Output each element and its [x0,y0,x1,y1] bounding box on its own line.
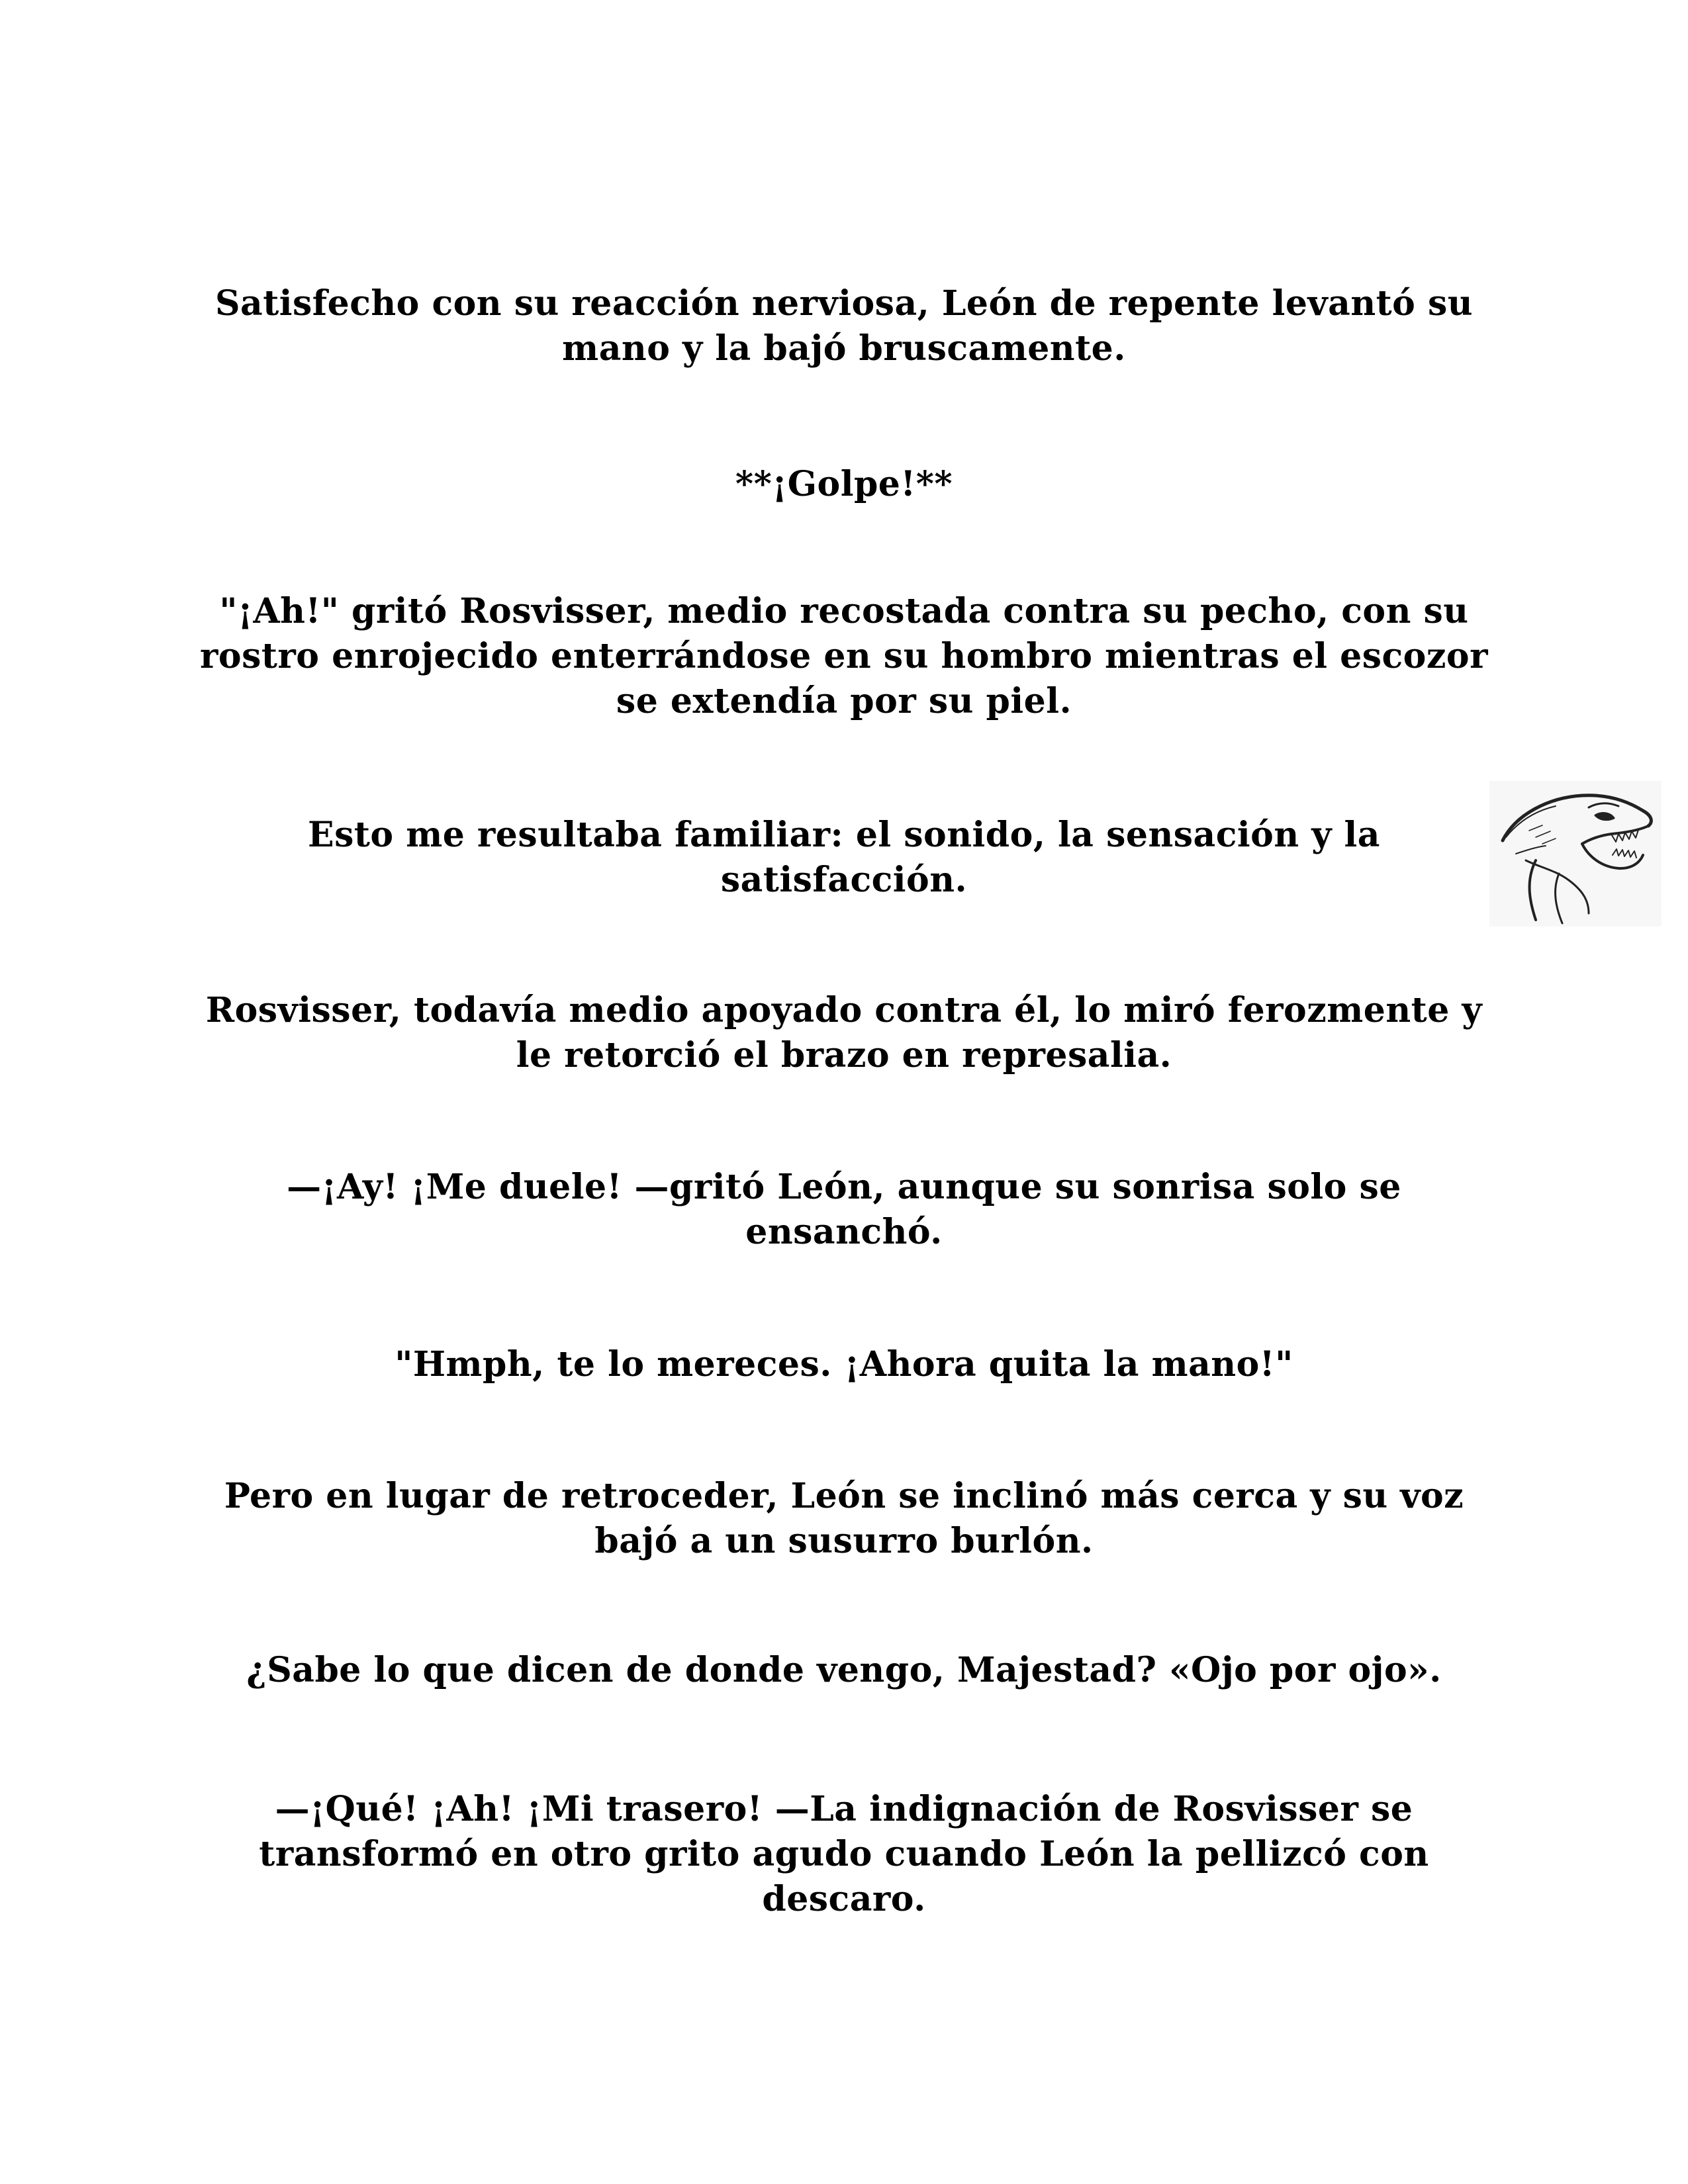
paragraph-10: —¡Qué! ¡Ah! ¡Mi trasero! —La indignación de Rosvisser se transformó en otro grito agudo cuando León la pellizcó con descaro. [259,1789,1429,1919]
paragraph-3: "¡Ah!" gritó Rosvisser, medio recostada contra su pecho, con su rostro enrojecido enterrándose en su hombro mientras el escozor se extendía por su piel. [200,591,1488,721]
paragraph-5: Rosvisser, todavía medio apoyado contra él, lo miró ferozmente y le retorció el brazo en represalia. [205,990,1483,1075]
dinosaur-head-sketch-icon [1489,781,1662,927]
paragraph-8: Pero en lugar de retroceder, León se inclinó más cerca y su voz bajó a un susurro burlón. [224,1476,1464,1561]
paragraph-7: "Hmph, te lo mereces. ¡Ahora quita la mano!" [395,1344,1293,1385]
paragraph-9: ¿Sabe lo que dicen de donde vengo, Majestad? «Ojo por ojo». [246,1650,1442,1690]
paragraph-2: **¡Golpe!** [735,464,953,504]
paragraph-4: Esto me resultaba familiar: el sonido, la sensación y la satisfacción. [307,815,1381,900]
paragraph-6: —¡Ay! ¡Me duele! —gritó León, aunque su sonrisa solo se ensanchó. [287,1167,1401,1252]
paragraph-1: Satisfecho con su reacción nerviosa, León de repente levantó su mano y la bajó bruscamente. [214,283,1474,369]
